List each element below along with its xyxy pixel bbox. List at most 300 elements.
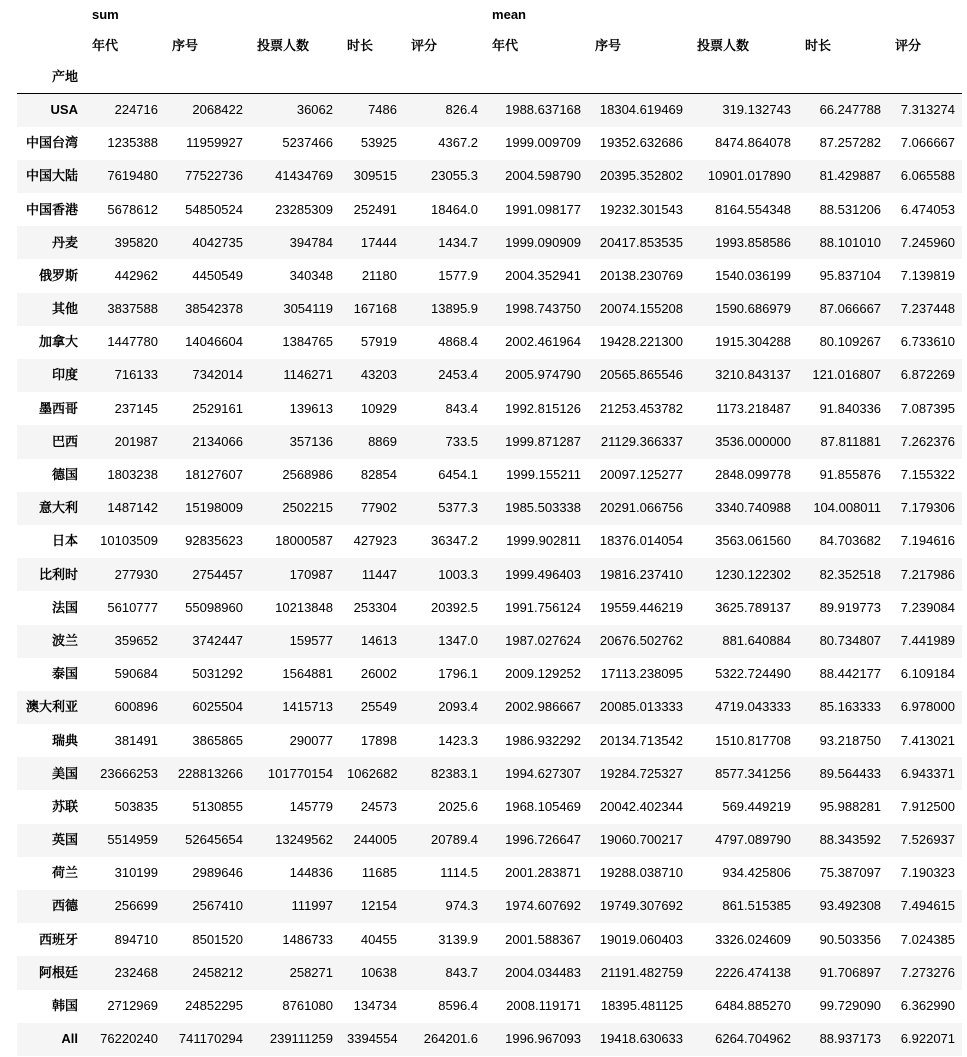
data-cell: 12154 bbox=[360, 898, 397, 914]
row-index-cell: 中国大陆 bbox=[25, 168, 78, 184]
data-cell: 1974.607692 bbox=[505, 898, 582, 914]
table-row bbox=[17, 492, 962, 525]
data-cell: 7.217986 bbox=[900, 566, 956, 582]
data-cell: 357136 bbox=[289, 433, 333, 449]
data-cell: 19559.446219 bbox=[599, 599, 684, 615]
column-header-sum-duration: 时长 bbox=[347, 38, 374, 54]
column-header-mean-duration: 时长 bbox=[805, 38, 832, 54]
data-cell: 232468 bbox=[114, 964, 158, 980]
data-cell: 23285309 bbox=[275, 201, 333, 217]
row-index-cell: 加拿大 bbox=[38, 334, 78, 350]
data-cell: 92835623 bbox=[185, 533, 243, 549]
table-row bbox=[17, 558, 962, 591]
data-cell: 21191.482759 bbox=[600, 964, 684, 980]
data-cell: 7.179306 bbox=[900, 500, 956, 516]
data-cell: 3837588 bbox=[107, 301, 158, 317]
data-cell: 1987.027624 bbox=[505, 632, 582, 648]
data-cell: 36347.2 bbox=[431, 533, 479, 549]
data-cell: 53925 bbox=[360, 135, 397, 151]
table-row bbox=[17, 94, 962, 127]
data-cell: 3326.024609 bbox=[715, 931, 792, 947]
data-cell: 10103509 bbox=[100, 533, 158, 549]
data-cell: 91.855876 bbox=[819, 467, 882, 483]
data-cell: 2093.4 bbox=[438, 699, 479, 715]
data-cell: 6.109184 bbox=[900, 666, 956, 682]
data-cell: 6.872269 bbox=[900, 367, 956, 383]
data-cell: 20042.402344 bbox=[599, 798, 684, 814]
row-index-cell: 美国 bbox=[51, 765, 78, 781]
data-cell: 1999.902811 bbox=[506, 533, 582, 549]
data-cell: 19019.060403 bbox=[599, 931, 684, 947]
data-cell: 20789.4 bbox=[431, 832, 479, 848]
data-cell: 19816.237410 bbox=[599, 566, 684, 582]
row-index-cell: 日本 bbox=[51, 533, 78, 549]
data-cell: 1114.5 bbox=[440, 865, 479, 881]
data-cell: 11447 bbox=[361, 566, 397, 582]
data-cell: 24573 bbox=[360, 798, 397, 814]
data-cell: 2009.129252 bbox=[505, 666, 582, 682]
data-cell: 4450549 bbox=[192, 267, 243, 283]
data-cell: 427923 bbox=[353, 533, 397, 549]
data-cell: 7.313274 bbox=[900, 102, 956, 118]
data-cell: 101770154 bbox=[267, 765, 333, 781]
empty-header-cell bbox=[690, 62, 798, 94]
data-cell: 3536.000000 bbox=[715, 433, 792, 449]
table-row bbox=[17, 658, 962, 691]
data-cell: 1988.637168 bbox=[505, 102, 582, 118]
data-cell: 24852295 bbox=[185, 998, 243, 1014]
data-cell: 894710 bbox=[114, 931, 158, 947]
data-cell: 66.247788 bbox=[819, 102, 882, 118]
data-cell: 1230.122302 bbox=[715, 566, 792, 582]
data-cell: 8869 bbox=[368, 433, 397, 449]
data-cell: 4367.2 bbox=[438, 135, 479, 151]
empty-header-cell bbox=[85, 62, 165, 94]
data-cell: 2226.474138 bbox=[715, 964, 792, 980]
data-cell: 2025.6 bbox=[438, 798, 479, 814]
data-cell: 733.5 bbox=[445, 433, 479, 449]
data-cell: 10901.017890 bbox=[707, 168, 792, 184]
column-header-sum-rating: 评分 bbox=[411, 38, 438, 54]
table-row bbox=[17, 625, 962, 658]
data-cell: 159577 bbox=[289, 632, 333, 648]
data-cell: 442962 bbox=[114, 267, 158, 283]
row-index-cell: 荷兰 bbox=[51, 865, 78, 881]
data-cell: 2004.598790 bbox=[505, 168, 582, 184]
data-cell: 8474.864078 bbox=[715, 135, 792, 151]
data-cell: 2502215 bbox=[282, 500, 333, 516]
data-cell: 7.494615 bbox=[900, 898, 956, 914]
data-cell: 381491 bbox=[114, 732, 158, 748]
data-cell: 19232.301543 bbox=[599, 201, 684, 217]
data-cell: 1999.009709 bbox=[505, 135, 582, 151]
data-cell: 7486 bbox=[368, 102, 397, 118]
data-cell: 1915.304288 bbox=[715, 334, 792, 350]
data-cell: 7.066667 bbox=[900, 135, 956, 151]
row-index-cell: 瑞典 bbox=[51, 732, 78, 748]
data-cell: 6025504 bbox=[192, 699, 243, 715]
data-cell: 843.7 bbox=[445, 964, 479, 980]
data-cell: 2068422 bbox=[192, 102, 243, 118]
corner-cell bbox=[17, 31, 85, 62]
data-cell: 881.640884 bbox=[722, 632, 792, 648]
data-cell: 10213848 bbox=[275, 599, 333, 615]
data-cell: 1423.3 bbox=[438, 732, 479, 748]
data-cell: 88.442177 bbox=[819, 666, 882, 682]
data-cell: 741170294 bbox=[178, 1031, 243, 1047]
agg-header-mean: mean bbox=[492, 7, 526, 23]
data-cell: 1564881 bbox=[282, 666, 333, 682]
data-cell: 395820 bbox=[114, 234, 158, 250]
data-cell: 13895.9 bbox=[431, 301, 479, 317]
data-cell: 8164.554348 bbox=[715, 201, 792, 217]
data-cell: 19288.038710 bbox=[599, 865, 684, 881]
table-row bbox=[17, 392, 962, 425]
data-cell: 5514959 bbox=[107, 832, 158, 848]
data-cell: 18000587 bbox=[275, 533, 333, 549]
data-cell: 19060.700217 bbox=[599, 832, 684, 848]
data-cell: 6.362990 bbox=[900, 998, 956, 1014]
data-cell: 18395.481125 bbox=[600, 998, 684, 1014]
table-row bbox=[17, 923, 962, 956]
data-cell: 1347.0 bbox=[438, 632, 479, 648]
data-cell: 1999.496403 bbox=[505, 566, 582, 582]
data-cell: 6.474053 bbox=[900, 201, 956, 217]
data-cell: 1999.871287 bbox=[505, 433, 582, 449]
table-row bbox=[17, 890, 962, 923]
index-name-cell: 产地 bbox=[17, 62, 85, 94]
data-cell: 23055.3 bbox=[431, 168, 479, 184]
data-cell: 3394554 bbox=[347, 1031, 398, 1047]
data-cell: 14046604 bbox=[185, 334, 243, 350]
data-cell: 1991.098177 bbox=[505, 201, 582, 217]
data-cell: 1999.090909 bbox=[505, 234, 582, 250]
data-cell: 54850524 bbox=[185, 201, 243, 217]
row-index-cell: 墨西哥 bbox=[38, 400, 78, 416]
data-cell: 1146271 bbox=[283, 367, 333, 383]
data-cell: 7.273276 bbox=[900, 964, 956, 980]
data-cell: 2002.986667 bbox=[505, 699, 582, 715]
data-cell: 90.503356 bbox=[819, 931, 882, 947]
aggregation-header-row bbox=[17, 0, 962, 31]
data-cell: 36062 bbox=[296, 102, 333, 118]
data-cell: 239111259 bbox=[269, 1031, 333, 1047]
data-cell: 1993.858586 bbox=[715, 234, 792, 250]
data-cell: 77902 bbox=[360, 500, 397, 516]
row-index-cell: 其他 bbox=[51, 301, 78, 317]
row-index-cell: 波兰 bbox=[51, 632, 78, 648]
row-index-cell: 俄罗斯 bbox=[38, 267, 78, 283]
data-cell: 1173.218487 bbox=[716, 400, 792, 416]
data-cell: 6264.704962 bbox=[715, 1031, 792, 1047]
data-cell: 121.016807 bbox=[812, 367, 882, 383]
data-cell: 2004.352941 bbox=[505, 267, 582, 283]
table-row bbox=[17, 160, 962, 193]
data-cell: 2567410 bbox=[192, 898, 243, 914]
data-cell: 3625.789137 bbox=[715, 599, 792, 615]
table-row bbox=[17, 326, 962, 359]
data-cell: 4042735 bbox=[192, 234, 243, 250]
data-cell: 1985.503338 bbox=[505, 500, 582, 516]
row-index-cell: 印度 bbox=[51, 367, 78, 383]
data-cell: 1991.756124 bbox=[505, 599, 582, 615]
data-cell: 253304 bbox=[353, 599, 397, 615]
data-cell: 1968.105469 bbox=[505, 798, 582, 814]
data-cell: 590684 bbox=[114, 666, 158, 682]
table-row bbox=[17, 226, 962, 259]
data-cell: 3054119 bbox=[283, 301, 333, 317]
data-cell: 41434769 bbox=[275, 168, 333, 184]
data-cell: 23666253 bbox=[100, 765, 158, 781]
data-cell: 76220240 bbox=[100, 1031, 158, 1047]
data-cell: 25549 bbox=[360, 699, 397, 715]
data-cell: 21180 bbox=[361, 267, 397, 283]
data-cell: 80.109267 bbox=[819, 334, 882, 350]
data-cell: 19418.630633 bbox=[599, 1031, 684, 1047]
data-cell: 2002.461964 bbox=[505, 334, 582, 350]
row-index-cell: 阿根廷 bbox=[38, 964, 78, 980]
data-cell: 1996.726647 bbox=[505, 832, 582, 848]
data-cell: 95.837104 bbox=[819, 267, 882, 283]
empty-header-cell bbox=[340, 62, 404, 94]
data-cell: 2001.283871 bbox=[505, 865, 582, 881]
data-cell: 87.811881 bbox=[820, 433, 882, 449]
data-cell: 861.515385 bbox=[722, 898, 792, 914]
data-cell: 6.978000 bbox=[900, 699, 956, 715]
data-cell: 88.101010 bbox=[819, 234, 882, 250]
data-cell: 7.526937 bbox=[900, 832, 956, 848]
data-cell: 2989646 bbox=[192, 865, 243, 881]
data-cell: 228813266 bbox=[177, 765, 243, 781]
data-cell: 1510.817708 bbox=[715, 732, 792, 748]
table-row bbox=[17, 956, 962, 989]
column-header-mean-votes: 投票人数 bbox=[697, 38, 750, 54]
row-index-cell: 西德 bbox=[51, 898, 78, 914]
data-cell: 19352.632686 bbox=[599, 135, 684, 151]
data-cell: 87.257282 bbox=[819, 135, 882, 151]
data-cell: 167168 bbox=[353, 301, 397, 317]
corner-cell bbox=[17, 0, 85, 31]
data-cell: 3139.9 bbox=[438, 931, 479, 947]
data-cell: 1062682 bbox=[347, 765, 398, 781]
data-cell: 1003.3 bbox=[438, 566, 479, 582]
column-header-mean-year: 年代 bbox=[492, 38, 519, 54]
data-cell: 91.840336 bbox=[819, 400, 882, 416]
data-cell: 84.703682 bbox=[819, 533, 882, 549]
row-index-cell: 澳大利亚 bbox=[25, 699, 78, 715]
data-cell: 20392.5 bbox=[431, 599, 479, 615]
agg-header-sum: sum bbox=[92, 7, 119, 23]
data-cell: 10638 bbox=[360, 964, 397, 980]
data-cell: 1996.967093 bbox=[505, 1031, 582, 1047]
empty-header-cell bbox=[798, 62, 888, 94]
data-cell: 52645654 bbox=[185, 832, 243, 848]
table-row bbox=[17, 857, 962, 890]
data-cell: 2529161 bbox=[192, 400, 243, 416]
data-cell: 40455 bbox=[360, 931, 397, 947]
data-cell: 1486733 bbox=[282, 931, 333, 947]
data-cell: 13249562 bbox=[275, 832, 333, 848]
row-index-cell: 西班牙 bbox=[38, 931, 78, 947]
data-cell: 310199 bbox=[114, 865, 158, 881]
data-cell: 277930 bbox=[114, 566, 158, 582]
data-cell: 5377.3 bbox=[438, 500, 479, 516]
dataframe-table bbox=[17, 0, 962, 1056]
data-cell: 7.262376 bbox=[900, 433, 956, 449]
data-cell: 1796.1 bbox=[438, 666, 479, 682]
row-index-cell: All bbox=[61, 1031, 78, 1047]
column-header-sum-serial: 序号 bbox=[172, 38, 199, 54]
data-cell: 139613 bbox=[289, 400, 333, 416]
data-cell: 7.413021 bbox=[900, 732, 956, 748]
data-cell: 1992.815126 bbox=[505, 400, 582, 416]
data-cell: 4868.4 bbox=[438, 334, 479, 350]
empty-header-cell bbox=[165, 62, 250, 94]
data-cell: 1577.9 bbox=[438, 267, 479, 283]
data-cell: 19749.307692 bbox=[599, 898, 684, 914]
data-cell: 20097.125277 bbox=[599, 467, 684, 483]
data-cell: 145779 bbox=[289, 798, 333, 814]
data-cell: 20291.066756 bbox=[599, 500, 684, 516]
data-cell: 17898 bbox=[360, 732, 397, 748]
data-cell: 843.4 bbox=[445, 400, 479, 416]
data-cell: 85.163333 bbox=[819, 699, 882, 715]
data-cell: 57919 bbox=[360, 334, 397, 350]
data-cell: 11959927 bbox=[186, 135, 243, 151]
data-cell: 1384765 bbox=[282, 334, 333, 350]
data-cell: 7.190323 bbox=[900, 865, 956, 881]
row-index-cell: 苏联 bbox=[51, 798, 78, 814]
data-cell: 88.343592 bbox=[819, 832, 882, 848]
data-cell: 8501520 bbox=[192, 931, 243, 947]
data-cell: 340348 bbox=[289, 267, 333, 283]
row-index-cell: 德国 bbox=[51, 467, 78, 483]
data-cell: 826.4 bbox=[445, 102, 479, 118]
data-cell: 1994.627307 bbox=[505, 765, 582, 781]
data-cell: 88.531206 bbox=[819, 201, 882, 217]
data-cell: 7.155322 bbox=[900, 467, 956, 483]
data-cell: 93.218750 bbox=[819, 732, 882, 748]
column-header-mean-rating: 评分 bbox=[895, 38, 922, 54]
data-cell: 5237466 bbox=[282, 135, 333, 151]
data-cell: 14613 bbox=[360, 632, 397, 648]
table-row bbox=[17, 1023, 962, 1056]
data-cell: 934.425806 bbox=[722, 865, 792, 881]
data-cell: 359652 bbox=[114, 632, 158, 648]
data-cell: 80.734807 bbox=[819, 632, 882, 648]
data-cell: 21129.366337 bbox=[600, 433, 684, 449]
data-cell: 3742447 bbox=[192, 632, 243, 648]
data-cell: 252491 bbox=[353, 201, 397, 217]
data-cell: 18464.0 bbox=[431, 201, 479, 217]
row-index-cell: 中国台湾 bbox=[25, 135, 78, 151]
data-cell: 7.239084 bbox=[900, 599, 956, 615]
data-cell: 11685 bbox=[361, 865, 397, 881]
data-cell: 88.937173 bbox=[819, 1031, 882, 1047]
data-cell: 7.245960 bbox=[900, 234, 956, 250]
data-cell: 5322.724490 bbox=[715, 666, 792, 682]
data-cell: 7.087395 bbox=[900, 400, 956, 416]
column-header-sum-year: 年代 bbox=[92, 38, 119, 54]
table-row bbox=[17, 824, 962, 857]
data-cell: 4719.043333 bbox=[715, 699, 792, 715]
data-cell: 17113.238095 bbox=[600, 666, 684, 682]
data-cell: 82.352518 bbox=[819, 566, 882, 582]
row-index-cell: 比利时 bbox=[38, 566, 78, 582]
data-cell: 144836 bbox=[289, 865, 333, 881]
empty-header-cell bbox=[888, 62, 962, 94]
data-cell: 237145 bbox=[114, 400, 158, 416]
table-row bbox=[17, 990, 962, 1023]
row-index-cell: 英国 bbox=[51, 832, 78, 848]
data-cell: 82854 bbox=[360, 467, 397, 483]
data-cell: 18304.619469 bbox=[599, 102, 684, 118]
data-cell: 2134066 bbox=[192, 433, 243, 449]
data-cell: 5678612 bbox=[107, 201, 158, 217]
data-cell: 91.706897 bbox=[819, 964, 882, 980]
data-cell: 18127607 bbox=[185, 467, 243, 483]
data-cell: 89.564433 bbox=[819, 765, 882, 781]
data-cell: 309515 bbox=[353, 168, 397, 184]
data-cell: 1540.036199 bbox=[715, 267, 792, 283]
table-row bbox=[17, 259, 962, 292]
data-cell: 319.132743 bbox=[722, 102, 792, 118]
table-row bbox=[17, 757, 962, 790]
data-cell: 55098960 bbox=[185, 599, 243, 615]
data-cell: 1487142 bbox=[107, 500, 158, 516]
row-index-cell: USA bbox=[50, 102, 78, 118]
data-cell: 89.919773 bbox=[819, 599, 882, 615]
data-cell: 7.139819 bbox=[900, 267, 956, 283]
data-cell: 1447780 bbox=[107, 334, 158, 350]
data-cell: 8577.341256 bbox=[715, 765, 792, 781]
data-cell: 2001.588367 bbox=[505, 931, 582, 947]
table-row bbox=[17, 525, 962, 558]
table-row bbox=[17, 425, 962, 458]
data-cell: 6.065588 bbox=[900, 168, 956, 184]
data-cell: 258271 bbox=[289, 964, 333, 980]
data-cell: 600896 bbox=[114, 699, 158, 715]
data-cell: 5130855 bbox=[192, 798, 243, 814]
data-cell: 20565.865546 bbox=[599, 367, 684, 383]
data-cell: 20138.230769 bbox=[599, 267, 684, 283]
data-cell: 2453.4 bbox=[438, 367, 479, 383]
data-cell: 503835 bbox=[114, 798, 158, 814]
data-cell: 394784 bbox=[289, 234, 333, 250]
data-cell: 6.733610 bbox=[900, 334, 956, 350]
data-cell: 224716 bbox=[114, 102, 158, 118]
data-cell: 77522736 bbox=[185, 168, 243, 184]
data-cell: 569.449219 bbox=[722, 798, 792, 814]
data-cell: 111997 bbox=[291, 898, 333, 914]
data-cell: 134734 bbox=[353, 998, 397, 1014]
row-index-cell: 中国香港 bbox=[25, 201, 78, 217]
data-cell: 7.441989 bbox=[900, 632, 956, 648]
data-cell: 244005 bbox=[353, 832, 397, 848]
table-row bbox=[17, 724, 962, 757]
data-cell: 256699 bbox=[114, 898, 158, 914]
data-cell: 20676.502762 bbox=[599, 632, 684, 648]
data-cell: 2004.034483 bbox=[505, 964, 582, 980]
index-name-row bbox=[17, 62, 962, 94]
data-cell: 2008.119171 bbox=[506, 998, 582, 1014]
data-cell: 6.943371 bbox=[900, 765, 956, 781]
empty-header-cell bbox=[250, 62, 340, 94]
data-cell: 82383.1 bbox=[431, 765, 479, 781]
data-cell: 3865865 bbox=[192, 732, 243, 748]
data-cell: 6484.885270 bbox=[715, 998, 792, 1014]
data-cell: 43203 bbox=[360, 367, 397, 383]
